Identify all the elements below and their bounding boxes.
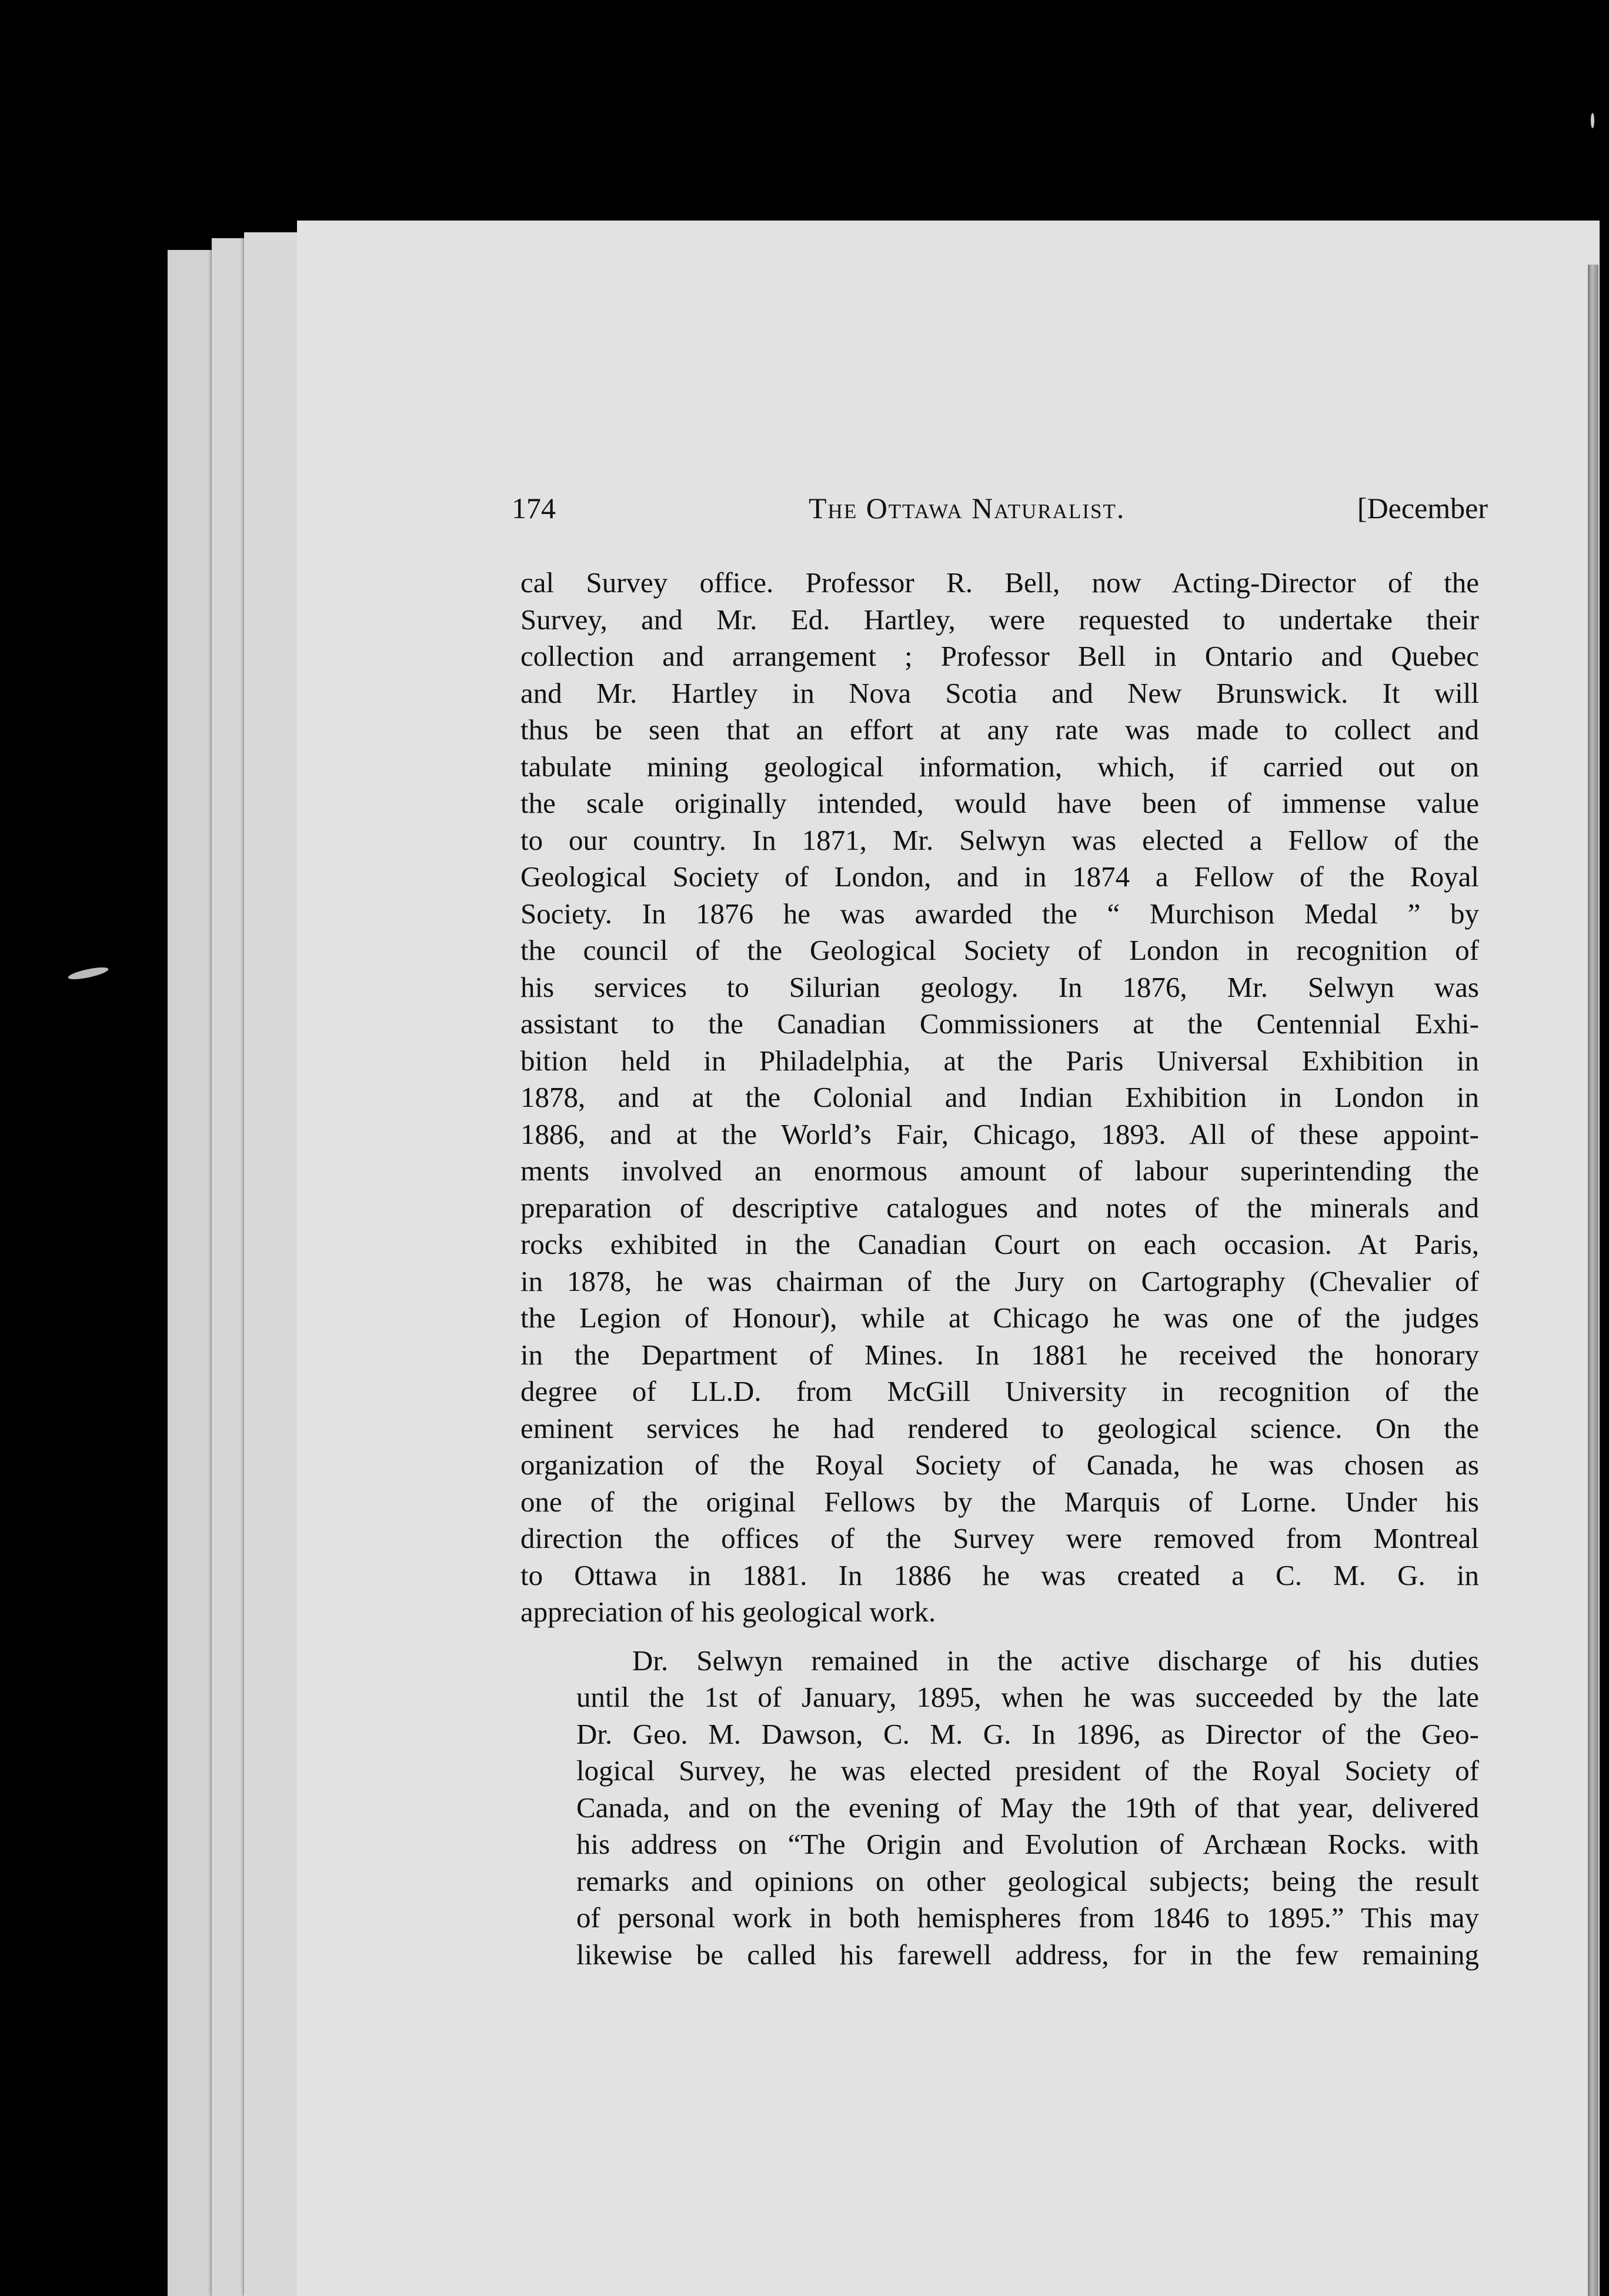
text-line: ments involved an enormous amount of labour superintending the xyxy=(520,1154,1479,1187)
body-text xyxy=(520,565,1479,1973)
text-line: the council of the Geological Society of London in recognition of xyxy=(520,934,1479,966)
text-line: tabulate mining geological information, which, if carried out on xyxy=(520,750,1479,783)
text-line: Dr. Geo. M. Dawson, C. M. G. In 1896, as Director of the Geo- xyxy=(576,1717,1479,1750)
text-line: eminent services he had rendered to geological science. On the xyxy=(520,1411,1479,1444)
text-line: preparation of descriptive catalogues and notes of the minerals and xyxy=(520,1191,1479,1224)
journal-title: The Ottawa Naturalist. xyxy=(809,492,1126,525)
text-line: Society. In 1876 he was awarded the “ Murchison Medal ” by xyxy=(520,897,1479,930)
text-line: likewise be called his farewell address, for in the few remaining xyxy=(576,1938,1479,1971)
text-line: and Mr. Hartley in Nova Scotia and New Brunswick. It will xyxy=(520,676,1479,709)
paragraph xyxy=(520,1643,1479,1974)
text-line: the scale originally intended, would have been of immense value xyxy=(520,787,1479,819)
issue-month: [December xyxy=(1357,492,1488,525)
text-line: logical Survey, he was elected president of the Royal Society of xyxy=(576,1754,1479,1787)
text-line: rocks exhibited in the Canadian Court on each occasion. At Paris, xyxy=(520,1228,1479,1260)
text-line: 1878, and at the Colonial and Indian Exhibition in London in xyxy=(520,1081,1479,1113)
text-line: Dr. Selwyn remained in the active discharge of his duties xyxy=(632,1644,1479,1677)
scan-artifact xyxy=(67,965,109,982)
text-line: in 1878, he was chairman of the Jury on Cartography (Chevalier of xyxy=(520,1264,1479,1297)
text-line: Canada, and on the evening of May the 19th of that year, delivered xyxy=(576,1791,1479,1824)
text-line: the Legion of Honour), while at Chicago he was one of the judges xyxy=(520,1301,1479,1334)
running-header xyxy=(512,491,1488,538)
text-line: assistant to the Canadian Commissioners at the Centennial Exhi- xyxy=(520,1007,1479,1040)
text-line: to our country. In 1871, Mr. Selwyn was elected a Fellow of the xyxy=(520,823,1479,856)
text-line: direction the offices of the Survey were removed from Montreal xyxy=(520,1522,1479,1554)
paragraph xyxy=(520,565,1479,1631)
text-line: 1886, and at the World’s Fair, Chicago, 1893. All of these appoint- xyxy=(520,1117,1479,1150)
page-number: 174 xyxy=(512,492,556,525)
scan-artifact xyxy=(1591,113,1594,128)
text-line: collection and arrangement ; Professor Bell in Ontario and Quebec xyxy=(520,640,1479,672)
text-line: degree of LL.D. from McGill University in recognition of the xyxy=(520,1375,1479,1407)
text-line: in the Department of Mines. In 1881 he received the honorary xyxy=(520,1338,1479,1371)
text-line: remarks and opinions on other geological subjects; being the result xyxy=(576,1864,1479,1897)
text-line: his address on “The Origin and Evolution of Archæan Rocks. with xyxy=(576,1828,1479,1860)
text-line: of personal work in both hemispheres from 1846 to 1895.” This may xyxy=(576,1901,1479,1934)
text-line: bition held in Philadelphia, at the Paris Universal Exhibition in xyxy=(520,1044,1479,1077)
text-line: to Ottawa in 1881. In 1886 he was created a C. M. G. in xyxy=(520,1559,1479,1591)
text-line: Geological Society of London, and in 1874 a Fellow of the Royal xyxy=(520,860,1479,893)
text-line: Survey, and Mr. Ed. Hartley, were requested to undertake their xyxy=(520,603,1479,636)
text-line: until the 1st of January, 1895, when he was succeeded by the late xyxy=(576,1681,1479,1713)
page-binding-edge xyxy=(1588,265,1598,2296)
text-line: thus be seen that an effort at any rate was made to collect and xyxy=(520,713,1479,746)
text-line: one of the original Fellows by the Marquis of Lorne. Under his xyxy=(520,1485,1479,1518)
text-line: cal Survey office. Professor R. Bell, now Acting-Director of the xyxy=(520,566,1479,599)
text-line: his services to Silurian geology. In 1876, Mr. Selwyn was xyxy=(520,970,1479,1003)
text-line: appreciation of his geological work. xyxy=(520,1596,936,1628)
text-line: organization of the Royal Society of Canada, he was chosen as xyxy=(520,1449,1479,1481)
